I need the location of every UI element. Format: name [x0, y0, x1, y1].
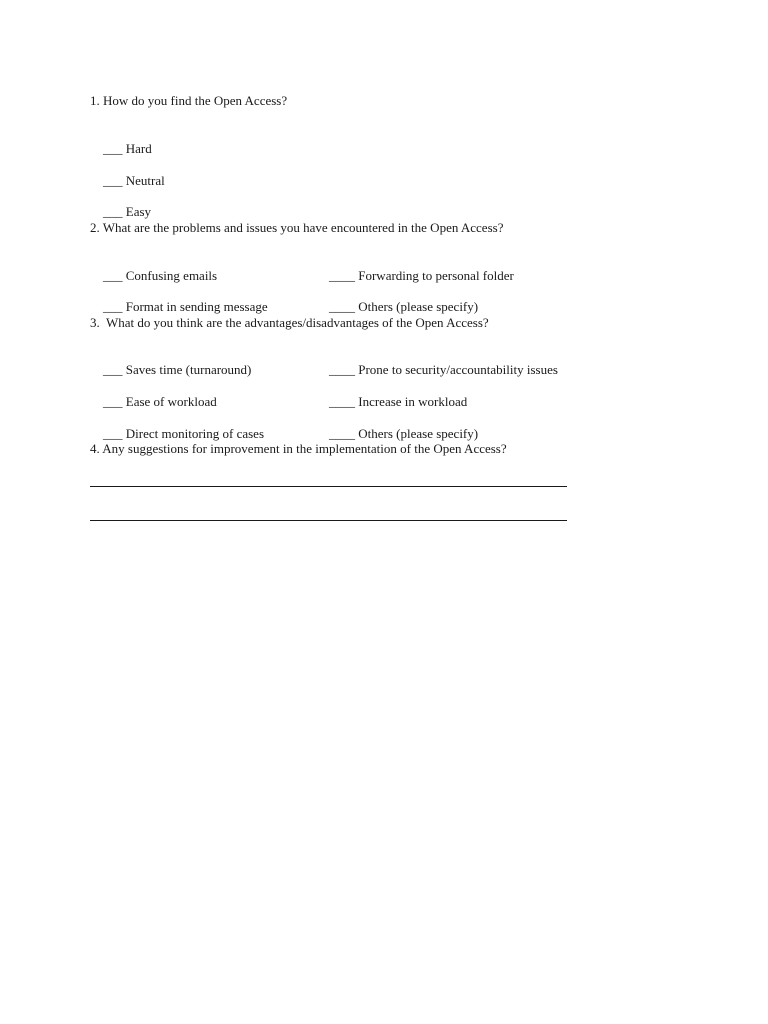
answer-blank[interactable]: ___ [103, 299, 123, 314]
answer-blank[interactable]: ___ [103, 426, 123, 441]
answer-blank[interactable]: ____ [329, 426, 355, 441]
answer-blank[interactable]: ____ [329, 394, 355, 409]
question-4-prompt: 4. Any suggestions for improvement in the implementation of the Open Access? [90, 441, 507, 456]
option-label: Neutral [125, 173, 165, 188]
suggestion-answer-line-2[interactable] [90, 520, 567, 521]
answer-blank[interactable]: ___ [103, 204, 123, 219]
option-label: Easy [125, 204, 152, 219]
answer-blank[interactable]: ____ [329, 299, 355, 314]
answer-blank[interactable]: ___ [103, 394, 123, 409]
answer-blank[interactable]: ____ [329, 362, 355, 377]
option-label: Others (please specify) [358, 426, 479, 441]
option-label: Direct monitoring of cases [125, 426, 265, 441]
option-label: Hard [125, 141, 152, 156]
option-label: Format in sending message [125, 299, 268, 314]
answer-blank[interactable]: ___ [103, 362, 123, 377]
option-label: Confusing emails [125, 268, 218, 283]
answer-blank[interactable]: ___ [103, 268, 123, 283]
answer-blank[interactable]: ___ [103, 173, 123, 188]
suggestion-answer-line-1[interactable] [90, 486, 567, 487]
option-label: Prone to security/accountability issues [358, 362, 558, 377]
answer-blank[interactable]: ____ [329, 268, 355, 283]
question-2-prompt: 2. What are the problems and issues you have encountered in the Open Access? [90, 220, 504, 235]
option-label: Increase in workload [358, 394, 468, 409]
option-label: Saves time (turnaround) [125, 362, 252, 377]
option-label: Others (please specify) [358, 299, 479, 314]
question-1-prompt: 1. How do you find the Open Access? [90, 93, 288, 108]
option-label: Ease of workload [125, 394, 217, 409]
question-3-prompt: 3. What do you think are the advantages/disadvantages of the Open Access? [90, 315, 489, 330]
answer-blank[interactable]: ___ [103, 141, 123, 156]
option-label: Forwarding to personal folder [358, 268, 514, 283]
